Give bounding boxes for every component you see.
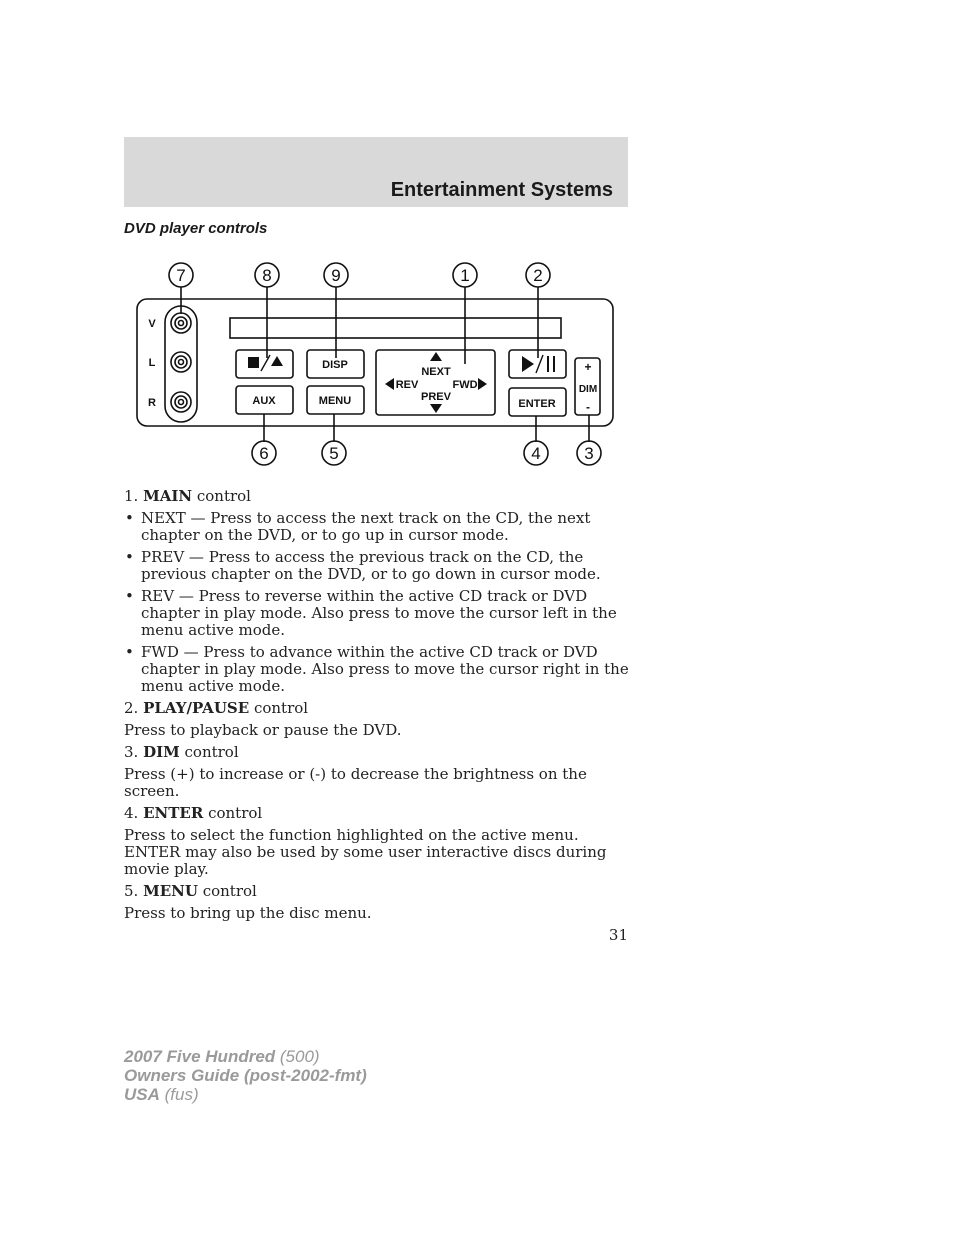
bullet-prev: • PREV — Press to access the previous track on the CD, the previous chapter on the DVD, or to go down in cursor mode. xyxy=(125,548,601,583)
down-arrow-icon xyxy=(430,404,442,413)
callout-4: 4 xyxy=(531,444,541,463)
up-arrow-icon xyxy=(430,352,442,361)
item-suffix: control xyxy=(184,743,239,761)
jack-label-l: L xyxy=(148,357,156,369)
page-number: 31 xyxy=(608,926,628,944)
item-dim xyxy=(124,744,629,761)
jack-v xyxy=(171,313,191,333)
callout-3: 3 xyxy=(584,444,594,463)
item-suffix: control xyxy=(202,882,257,900)
callout-5: 5 xyxy=(329,444,339,463)
dvd-controls-diagram xyxy=(124,252,624,474)
fwd-label: FWD xyxy=(452,379,478,391)
pause-icon xyxy=(547,356,549,372)
item-number: 2. xyxy=(124,699,139,717)
callout-7: 7 xyxy=(176,266,186,285)
item-name: PLAY/PAUSE xyxy=(143,699,250,717)
item-number: 1. xyxy=(124,487,139,505)
dim-label: DIM xyxy=(578,384,598,395)
menu-label: MENU xyxy=(318,395,352,407)
right-arrow-icon xyxy=(478,378,487,390)
callout-1: 1 xyxy=(460,266,470,285)
jack-l xyxy=(171,352,191,372)
footer-line-3: USA (fus) xyxy=(124,1085,199,1104)
disc-slot xyxy=(230,318,561,338)
disp-label: DISP xyxy=(322,359,348,371)
callout-6: 6 xyxy=(259,444,269,463)
item-name: MENU xyxy=(143,882,198,900)
desc-dim: Press (+) to increase or (-) to decrease the brightness on the screen. xyxy=(124,765,587,800)
left-arrow-icon xyxy=(385,378,394,390)
eject-icon xyxy=(271,356,283,366)
item-name: ENTER xyxy=(143,804,204,822)
header-bar xyxy=(124,137,628,207)
prev-label: PREV xyxy=(421,391,451,403)
section-subtitle: DVD player controls xyxy=(124,220,268,237)
callout-2: 2 xyxy=(533,266,543,285)
item-menu xyxy=(124,883,629,900)
stop-icon xyxy=(248,357,259,368)
body-text xyxy=(124,488,629,922)
item-main xyxy=(124,488,629,505)
item-enter xyxy=(124,805,629,822)
jack-label-v: V xyxy=(148,318,156,330)
item-number: 5. xyxy=(124,882,139,900)
item-suffix: control xyxy=(208,804,263,822)
callout-9: 9 xyxy=(331,266,341,285)
footer-line-2: Owners Guide (post-2002-fmt) xyxy=(124,1066,367,1085)
dim-plus-label: + xyxy=(584,360,592,374)
rev-label: REV xyxy=(395,379,419,391)
desc-enter: Press to select the function highlighted on the active menu. ENTER may also be used by some user interactive discs during movie play. xyxy=(124,826,607,878)
footer xyxy=(124,1047,367,1104)
footer-line-1: 2007 Five Hundred (500) xyxy=(124,1047,320,1066)
play-icon xyxy=(522,356,534,372)
jack-label-r: R xyxy=(148,397,156,409)
bullet-next: • NEXT — Press to access the next track on the CD, the next chapter on the DVD, or to go up in cursor mode. xyxy=(125,509,591,544)
dim-minus-label: - xyxy=(586,400,590,414)
jack-r xyxy=(171,392,191,412)
callout-8: 8 xyxy=(262,266,272,285)
item-suffix: control xyxy=(196,487,251,505)
next-label: NEXT xyxy=(421,366,451,378)
bullet-fwd: • FWD — Press to advance within the active CD track or DVD chapter in play mode. Also press to move the cursor right in the menu active mode. xyxy=(125,643,629,695)
item-suffix: control xyxy=(253,699,309,717)
section-header-title: Entertainment Systems xyxy=(390,179,613,201)
item-name: MAIN xyxy=(143,487,193,505)
desc-play-pause: Press to playback or pause the DVD. xyxy=(124,721,402,739)
item-number: 4. xyxy=(124,804,139,822)
item-number: 3. xyxy=(124,743,139,761)
item-play-pause xyxy=(124,700,629,717)
desc-menu: Press to bring up the disc menu. xyxy=(124,904,372,922)
enter-label: ENTER xyxy=(518,398,556,410)
bullet-rev: • REV — Press to reverse within the active CD track or DVD chapter in play mode. Also press to move the cursor left in the menu active mode. xyxy=(125,587,617,639)
aux-label: AUX xyxy=(252,395,276,407)
item-name: DIM xyxy=(143,743,180,761)
